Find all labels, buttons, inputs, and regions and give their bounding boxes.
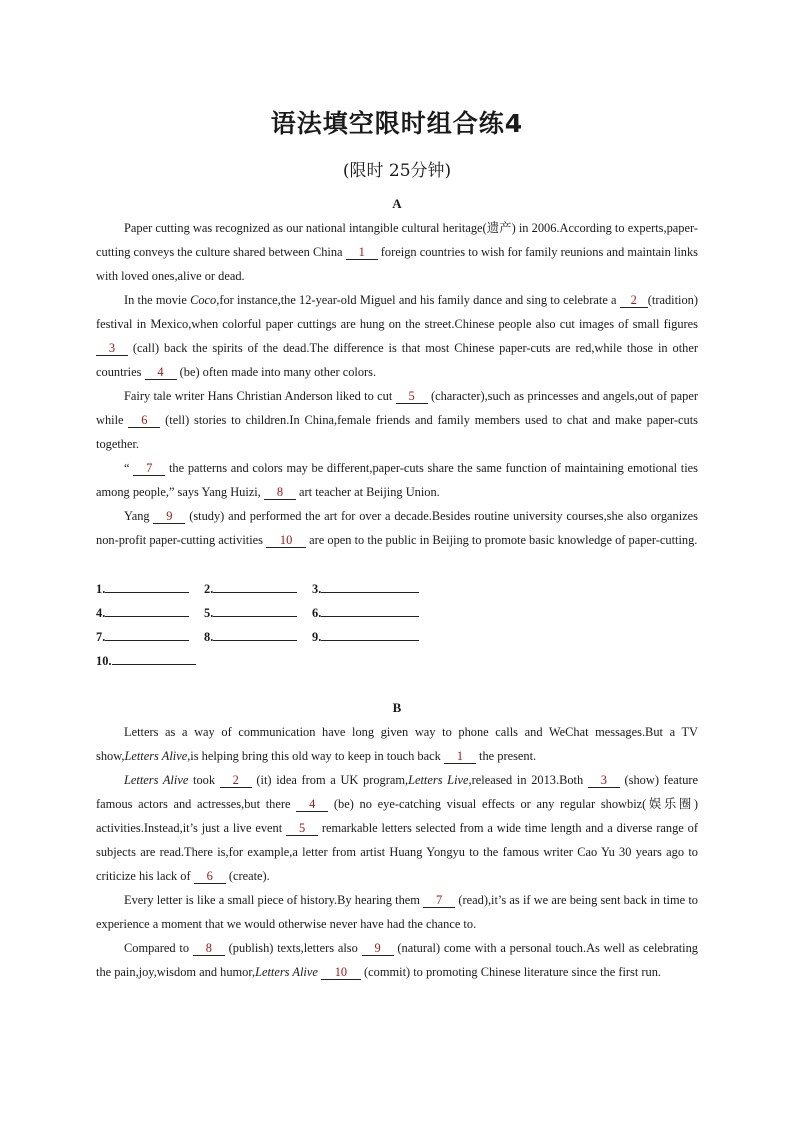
blank-a-1[interactable]: 1 [346,245,378,260]
passage-b-paragraph-3: Every letter is like a small piece of history.By hearing them 7 (read),it’s as if we are being sent back in time to experience a moment that we would otherwise never have had the chance to. [96,893,698,931]
blank-a-2[interactable]: 2 [620,293,648,308]
answer-grid-a [96,578,516,674]
answer-slot-5[interactable]: 5. [204,602,297,621]
blank-b-6[interactable]: 6 [194,869,226,884]
show-title: Letters Alive [124,773,189,787]
blank-b-1[interactable]: 1 [444,749,476,764]
blank-a-5[interactable]: 5 [396,389,428,404]
answer-slot-9[interactable]: 9. [312,626,419,645]
blank-b-5[interactable]: 5 [286,821,318,836]
blank-a-3[interactable]: 3 [96,341,128,356]
blank-b-4[interactable]: 4 [296,797,328,812]
answer-slot-6[interactable]: 6. [312,602,419,621]
passage-a-paragraph-5: Yang 9 (study) and performed the art for over a decade.Besides routine university courses,she also organizes non-profit paper-cutting activities 10 are open to the public in Beijing to promote basic knowledge of paper-cutting. [96,509,698,547]
answer-slot-3[interactable]: 3. [312,578,419,597]
passage-a-paragraph-1: Paper cutting was recognized as our national intangible cultural heritage(遗产) in 2006.According to experts,paper-cutting conveys the culture shared between China 1 foreign countries to wish for family reunions and maintain links with loved ones,alive or dead. [96,221,699,283]
blank-b-2[interactable]: 2 [220,773,252,788]
answer-slot-7[interactable]: 7. [96,626,189,645]
blank-b-9[interactable]: 9 [362,941,394,956]
answer-slot-10[interactable]: 10. [96,650,196,669]
passage-a-paragraph-2: In the movie Coco,for instance,the 12-year-old Miguel and his family dance and sing to celebrate a 2 (tradition) festival in Mexico,when colorful paper cuttings are hung on the street.Chinese people also cut images of small figures 3 (call) back the spirits of the dead.The difference is that most Chinese paper-cuts are red,while those in other countries 4 (be) often made into many other colors. [96,293,698,379]
blank-b-7[interactable]: 7 [423,893,455,908]
answer-slot-2[interactable]: 2. [204,578,297,597]
answer-slot-1[interactable]: 1. [96,578,189,597]
movie-title: Coco [190,293,217,307]
time-limit-subtitle: (限时 25分钟) [342,161,452,181]
passage-b-paragraph-2: Letters Alive took 2 (it) idea from a UK program,Letters Live,released in 2013.Both 3 (show) feature famous actors and actresses,but there 4 (be) no eye-catching visual effects or any regular showbiz(娱乐圈) activities.Instead,it’s just a live event 5 remarkable letters selected from a wide time length and a diverse range of subjects are read.There is,for example,a letter from artist Huang Yongyu to the famous writer Cao Yu 30 years ago to criticize his lack of 6 (create). [96,773,699,883]
answer-slot-8[interactable]: 8. [204,626,297,645]
blank-b-10[interactable]: 10 [321,965,361,980]
section-b-heading: B [392,700,402,715]
passage-b-paragraph-1: Letters as a way of communication have long given way to phone calls and WeChat messages.But a TV show,Letters Alive,is helping bring this old way to keep in touch back 1 the present. [96,725,698,763]
blank-a-10[interactable]: 10 [266,533,306,548]
section-a-heading: A [392,196,402,211]
blank-a-8[interactable]: 8 [264,485,296,500]
passage-a-paragraph-3: Fairy tale writer Hans Christian Anderson liked to cut 5 (character),such as princesses and angels,out of paper while 6 (tell) stories to children.In China,female friends and family members used to chat and make paper-cuts together. [96,389,698,451]
blank-a-7[interactable]: 7 [133,461,165,476]
show-title: Letters Alive [255,965,318,979]
answer-slot-4[interactable]: 4. [96,602,189,621]
blank-a-9[interactable]: 9 [153,509,185,524]
passage-b-paragraph-4: Compared to 8 (publish) texts,letters also 9 (natural) come with a personal touch.As well as celebrating the pain,joy,wisdom and humor,Letters Alive 10 (commit) to promoting Chinese literature since the first run. [96,941,698,979]
show-title: Letters Alive [124,749,188,763]
blank-b-3[interactable]: 3 [588,773,620,788]
passage-a-paragraph-4: “ 7 the patterns and colors may be different,paper-cuts share the same function of maintaining emotional ties among people,” says Yang Huizi, 8 art teacher at Beijing Union. [96,461,698,499]
blank-a-4[interactable]: 4 [145,365,177,380]
blank-b-8[interactable]: 8 [193,941,225,956]
uk-program-title: Letters Live [408,773,469,787]
blank-a-6[interactable]: 6 [128,413,160,428]
page-title: 语法填空限时组合练4 [270,109,524,138]
